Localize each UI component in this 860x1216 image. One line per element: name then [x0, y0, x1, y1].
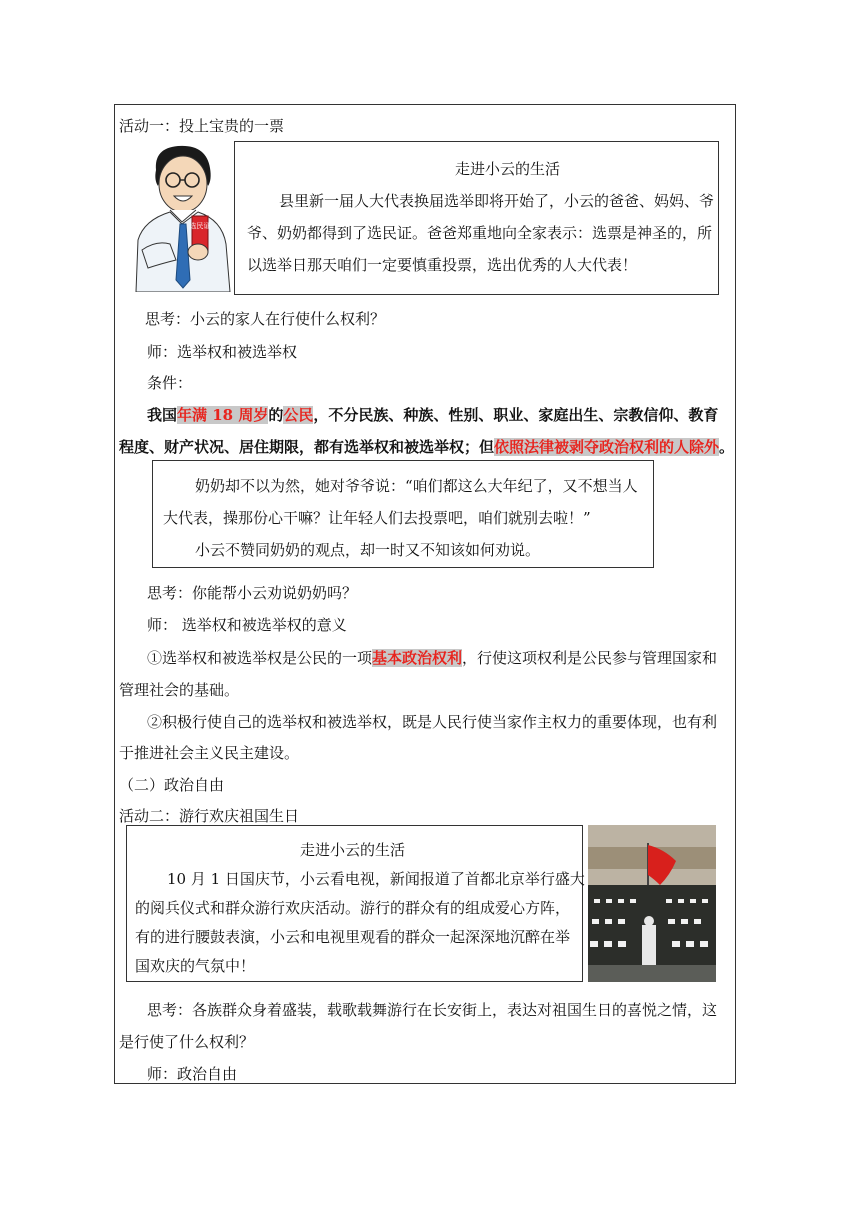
condition-line-2: [119, 437, 734, 457]
story-box-heading: 走进小云的生活: [300, 841, 406, 859]
think-question-3: 思考：各族群众身着盛装，载歌载舞游行在长安街上，表达对祖国生日的喜悦之情，这: [147, 1001, 718, 1019]
point-text: ，行使这项权利是公民参与管理国家和: [462, 649, 718, 667]
teacher-answer-1: 师：选举权和被选举权: [147, 343, 298, 361]
think-question-3-cont: 是行使了什么权利？: [119, 1033, 255, 1051]
condition-text: 。: [719, 438, 735, 456]
condition-line-1: [147, 405, 718, 425]
story-line: 以选举日那天咱们一定要慎重投票，选出优秀的人大代表！: [247, 256, 638, 274]
story-line: 县里新一届人大代表换届选举即将开始了，小云的爸爸、妈妈、爷: [279, 192, 715, 210]
grandma-story-box: [152, 460, 654, 568]
condition-label: 条件：: [147, 374, 193, 392]
significance-point-2: ②积极行使自己的选举权和被选举权，既是人民行使当家作主权力的重要体现，也有利: [147, 713, 718, 731]
significance-point-1-cont: 管理社会的基础。: [119, 681, 240, 699]
significance-point-1: [147, 648, 717, 668]
voter-card-label: 选民证: [189, 222, 211, 230]
story-box-national-day: [126, 825, 583, 982]
section-heading: （二）政治自由: [119, 776, 225, 794]
significance-point-2-cont: 于推进社会主义民主建设。: [119, 744, 300, 762]
condition-text: 我国: [147, 406, 178, 424]
age-requirement: 年满 18 周岁: [177, 406, 269, 424]
story-line: 爷、奶奶都得到了选民证。爸爸郑重地向全家表示：选票是神圣的，所: [247, 224, 713, 242]
grandma-line: 奶奶却不以为然，她对爷爷说：“咱们都这么大年纪了，又不想当人: [195, 477, 638, 495]
basic-political-right: 基本政治权利: [372, 649, 463, 667]
think-question-2: 思考：你能帮小云劝说奶奶吗？: [147, 584, 358, 602]
teacher-illustration: [126, 140, 234, 292]
think-question-1: 思考：小云的家人在行使什么权利？: [145, 310, 386, 328]
condition-text: 程度、财产状况、居住期限，都有选举权和被选举权；但: [119, 438, 495, 456]
grandma-line: 大代表，操那份心干嘛？让年轻人们去投票吧，咱们就别去啦！”: [163, 509, 591, 527]
story-box-election: [234, 141, 719, 295]
point-text: ①选举权和被选举权是公民的一项: [147, 649, 373, 667]
grandma-line: 小云不赞同奶奶的观点，却一时又不知该如何劝说。: [195, 541, 541, 559]
exception-clause: 依照法律被剥夺政治权利的人除外: [494, 438, 720, 456]
activity2-title: 活动二：游行欢庆祖国生日: [119, 807, 300, 825]
story-box-heading: 走进小云的生活: [455, 160, 561, 178]
parade-photo: [588, 825, 716, 982]
teacher-answer-3: 师：政治自由: [147, 1065, 238, 1083]
condition-text: 的: [268, 406, 284, 424]
citizen-keyword: 公民: [283, 406, 314, 424]
condition-text: ，不分民族、种族、性别、职业、家庭出生、宗教信仰、教育: [313, 406, 719, 424]
story-line: 有的进行腰鼓表演，小云和电视里观看的群众一起深深地沉醉在举: [135, 928, 571, 946]
teacher-answer-2: 师： 选举权和被选举权的意义: [147, 616, 347, 634]
activity1-title: 活动一：投上宝贵的一票: [119, 117, 285, 135]
story-line: 国欢庆的气氛中！: [135, 957, 256, 975]
story-line: 10 月 1 日国庆节，小云看电视，新闻报道了首都北京举行盛大: [167, 870, 585, 888]
story-line: 的阅兵仪式和群众游行欢庆活动。游行的群众有的组成爱心方阵，: [135, 899, 571, 917]
